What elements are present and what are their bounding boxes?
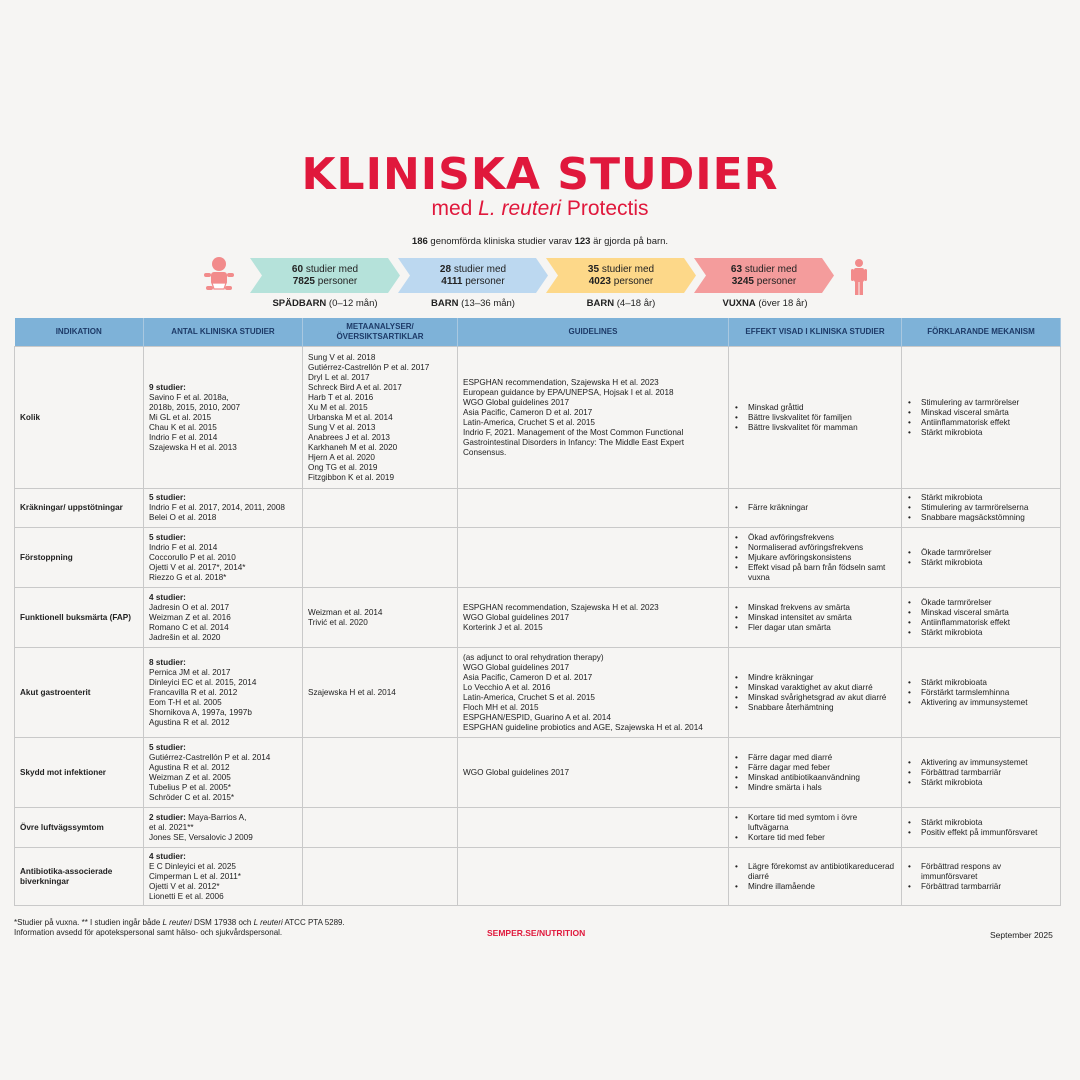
- meta-analyses-cell: [303, 848, 458, 906]
- meta-ref: Karkhaneh M et al. 2020: [308, 442, 398, 452]
- effect-item: • Kortare tid med symtom i övre luftvägarna: [748, 813, 896, 833]
- baby-icon: [202, 256, 236, 296]
- timeline-segment-toddlers: [398, 258, 548, 293]
- meta-analyses-cell: [303, 588, 458, 648]
- mechanism-item: • Stärkt mikrobiota: [921, 493, 1055, 503]
- mechanism-item: • Förbättrad tarmbarriär: [921, 768, 1055, 778]
- meta-ref: Weizman et al. 2014: [308, 607, 383, 617]
- guideline-ref: WGO Global guidelines 2017: [463, 767, 570, 777]
- effect-item: • Normaliserad avföringsfrekvens: [748, 543, 896, 553]
- guideline-ref: Korterink J et al. 2015: [463, 622, 543, 632]
- meta-ref: Trivić et al. 2020: [308, 617, 368, 627]
- age-group: BARN: [586, 298, 615, 309]
- meta-analyses-cell: [303, 528, 458, 588]
- mechanism-cell: [902, 808, 1061, 848]
- summary-line: [0, 236, 1080, 247]
- guideline-ref: ESPGHAN/ESPID, Guarino A et al. 2014: [463, 712, 611, 722]
- segment-persons-count: 4111: [441, 275, 463, 287]
- study-ref: Jadrešin et al. 2020: [149, 632, 221, 642]
- study-ref: Lionetti E et al. 2006: [149, 891, 224, 901]
- study-ref: Indrio F et al. 2017, 2014, 2011, 2008: [149, 503, 285, 512]
- studies-count: 4 studier:: [149, 851, 186, 861]
- age-label-infants: [250, 298, 400, 309]
- meta-ref: Harb T et al. 2016: [308, 392, 374, 402]
- study-ref: Francavilla R et al. 2012: [149, 687, 238, 697]
- studies-cell: [144, 808, 303, 848]
- meta-ref: Schreck Bird A et al. 2017: [308, 382, 402, 392]
- guideline-ref: Latin-America, Cruchet S et al. 2015: [463, 692, 595, 702]
- indication-cell: Antibiotika-associerade biverkningar: [15, 848, 144, 906]
- effect-item: • Mjukare avföringskonsistens: [748, 553, 896, 563]
- mechanism-item: • Minskad visceral smärta: [921, 608, 1055, 618]
- guideline-ref: ESPGHAN recommendation, Szajewska H et al. 2023: [463, 377, 659, 387]
- studies-count: 5 studier:: [149, 742, 186, 752]
- effect-item: • Färre dagar med diarré: [748, 753, 896, 763]
- mechanism-cell: [902, 347, 1061, 489]
- studies-count: 2 studier:: [149, 812, 186, 822]
- study-ref: Weizman Z et al. 2005: [149, 772, 231, 782]
- effects-cell: [729, 347, 902, 489]
- mechanism-item: • Stärkt mikrobioata: [921, 678, 1055, 688]
- study-ref: Ojetti V et al. 2012*: [149, 881, 220, 891]
- study-ref: Indrio F et al. 2014: [149, 542, 218, 552]
- study-ref: et al. 2021**: [149, 822, 194, 832]
- study-ref: Schröder C et al. 2015*: [149, 792, 235, 802]
- table-row: [15, 848, 1061, 906]
- age-label-toddlers: [398, 298, 548, 309]
- subtitle-suffix: Protectis: [561, 197, 649, 220]
- timeline-segment-adults: [694, 258, 834, 293]
- meta-ref: Hjern A et al. 2020: [308, 452, 375, 462]
- age-label-adults: [690, 298, 840, 309]
- mechanism-item: • Stimulering av tarmrörelserna: [921, 503, 1055, 513]
- effect-item: • Minskad svårighetsgrad av akut diarré: [748, 693, 896, 703]
- guidelines-cell: [458, 738, 729, 808]
- guideline-ref: Indrio F, 2021. Management of the Most Common Functional: [463, 427, 684, 437]
- study-ref: Agustina R et al. 2012: [149, 717, 230, 727]
- effect-item: • Effekt visad på barn från födseln samt vuxna: [748, 563, 896, 583]
- study-ref: Dinleyici EC et al. 2015, 2014: [149, 677, 257, 687]
- age-group: BARN: [431, 298, 459, 309]
- segment-persons-label: personer: [315, 275, 358, 287]
- column-header-guidelines: GUIDELINES: [458, 318, 729, 347]
- meta-analyses-cell: [303, 347, 458, 489]
- table-row: [15, 648, 1061, 738]
- age-timeline: [200, 256, 880, 320]
- studies-cell: [144, 489, 303, 528]
- study-ref: Weizman Z et al. 2016: [149, 612, 231, 622]
- study-ref: Belei O et al. 2018: [149, 513, 217, 522]
- mechanism-item: • Ökade tarmrörelser: [921, 598, 1055, 608]
- studies-cell: [144, 588, 303, 648]
- subtitle-prefix: med: [431, 197, 479, 220]
- clinical-studies-table: [14, 318, 1061, 906]
- mechanism-cell: [902, 848, 1061, 906]
- study-ref: Mi GL et al. 2015: [149, 412, 212, 422]
- meta-analyses-cell: [303, 738, 458, 808]
- age-label-children: [546, 298, 696, 309]
- footnote-species: L reuteri: [253, 918, 283, 927]
- segment-persons-label: personer: [611, 275, 654, 287]
- studies-count: 9 studier:: [149, 382, 186, 392]
- study-ref: Chau K et al. 2015: [149, 422, 217, 432]
- segment-persons-count: 7825: [292, 275, 315, 287]
- column-header-studies: ANTAL KLINISKA STUDIER: [144, 318, 303, 347]
- mechanism-item: • Stärkt mikrobiota: [921, 778, 1055, 788]
- effects-cell: [729, 648, 902, 738]
- mechanism-item: • Förbättrad respons av immunförsvaret: [921, 862, 1055, 882]
- effect-item: • Minskad varaktighet av akut diarré: [748, 683, 896, 693]
- effects-cell: [729, 489, 902, 528]
- meta-ref: Urbanska M et al. 2014: [308, 412, 393, 422]
- effects-cell: [729, 588, 902, 648]
- segment-persons-label: personer: [462, 275, 505, 287]
- guidelines-cell: [458, 808, 729, 848]
- mechanism-item: • Antiinflammatorisk effekt: [921, 618, 1055, 628]
- segment-persons-count: 4023: [588, 275, 611, 287]
- guideline-ref: European guidance by EPA/UNEPSA, Hojsak I et al. 2018: [463, 387, 674, 397]
- mechanism-item: • Stärkt mikrobiota: [921, 818, 1055, 828]
- effect-item: • Kortare tid med feber: [748, 833, 896, 843]
- footnotes: [14, 918, 345, 938]
- meta-ref: Gutiérrez-Castrellón P et al. 2017: [308, 362, 430, 372]
- mechanism-item: • Stärkt mikrobiota: [921, 428, 1055, 438]
- meta-ref: Dryl L et al. 2017: [308, 372, 370, 382]
- study-ref: Agustina R et al. 2012: [149, 762, 230, 772]
- mechanism-item: • Stimulering av tarmrörelser: [921, 398, 1055, 408]
- summary-text: genomförda kliniska studier varav: [427, 236, 575, 247]
- guidelines-cell: [458, 588, 729, 648]
- effect-item: • Minskad gråttid: [748, 403, 896, 413]
- effect-item: • Minskad intensitet av smärta: [748, 613, 896, 623]
- guideline-ref: WGO Global guidelines 2017: [463, 397, 570, 407]
- study-ref: Gutiérrez-Castrellón P et al. 2014: [149, 752, 271, 762]
- study-ref: Cimperman L et al. 2011*: [149, 871, 241, 881]
- segment-studies-count: 35: [587, 263, 600, 275]
- mechanism-cell: [902, 738, 1061, 808]
- mechanism-item: • Minskad visceral smärta: [921, 408, 1055, 418]
- mechanism-item: • Antiinflammatorisk effekt: [921, 418, 1055, 428]
- indication-cell: Skydd mot infektioner: [15, 738, 144, 808]
- guidelines-cell: [458, 347, 729, 489]
- table-row: [15, 808, 1061, 848]
- effect-item: • Mindre smärta i hals: [748, 783, 896, 793]
- publication-date: September 2025: [990, 930, 1053, 940]
- guideline-ref: Consensus.: [463, 447, 507, 457]
- website-link[interactable]: SEMPER.SE/NUTRITION: [487, 928, 586, 938]
- mechanism-item: • Aktivering av immunsystemet: [921, 698, 1055, 708]
- age-range: (0–12 mån): [326, 298, 378, 309]
- meta-ref: Xu M et al. 2015: [308, 402, 368, 412]
- mechanism-cell: [902, 648, 1061, 738]
- indication-cell: Akut gastroenterit: [15, 648, 144, 738]
- column-header-effects: EFFEKT VISAD I KLINISKA STUDIER: [729, 318, 902, 347]
- timeline-segment-infants: [250, 258, 400, 293]
- footnote-text: *Studier på vuxna. ** I studien ingår både: [14, 918, 163, 927]
- effect-item: • Snabbare återhämtning: [748, 703, 896, 713]
- age-group: VUXNA: [722, 298, 756, 309]
- audience-note: Information avsedd för apotekspersonal samt hälso- och sjukvårdspersonal.: [14, 928, 283, 937]
- guideline-ref: ESPGHAN guideline probiotics and AGE, Szajewska H et al. 2014: [463, 722, 703, 732]
- studies-count: 5 studier:: [149, 532, 186, 542]
- page-subtitle: [0, 197, 1080, 221]
- study-ref: E C Dinleyici et al. 2025: [149, 861, 236, 871]
- studies-count: 8 studier:: [149, 657, 186, 667]
- segment-studies-label: studier med: [303, 263, 359, 275]
- meta-ref: Anabrees J et al. 2013: [308, 432, 390, 442]
- studies-cell: [144, 848, 303, 906]
- effect-item: • Minskad antibiotikaanvändning: [748, 773, 896, 783]
- summary-children: 123: [574, 236, 591, 247]
- study-ref: Eom T-H et al. 2005: [149, 697, 222, 707]
- study-ref: Ojetti V et al. 2017*, 2014*: [149, 562, 246, 572]
- studies-cell: [144, 347, 303, 489]
- footnote-species: L reuteri: [162, 918, 192, 927]
- study-ref: Shornikova A, 1997a, 1997b: [149, 707, 252, 717]
- effect-item: • Ökad avföringsfrekvens: [748, 533, 896, 543]
- adult-person-icon: [850, 258, 868, 296]
- age-range: (13–36 mån): [458, 298, 515, 309]
- guidelines-cell: [458, 648, 729, 738]
- guidelines-cell: [458, 489, 729, 528]
- segment-studies-count: 63: [730, 263, 743, 275]
- guideline-ref: WGO Global guidelines 2017: [463, 612, 570, 622]
- guideline-ref: ESPGHAN recommendation, Szajewska H et al. 2023: [463, 602, 659, 612]
- mechanism-item: • Förbättrad tarmbarriär: [921, 882, 1055, 892]
- indication-cell: Funktionell buksmärta (FAP): [15, 588, 144, 648]
- meta-analyses-cell: [303, 489, 458, 528]
- study-ref: Maya-Barrios A,: [185, 812, 247, 822]
- studies-cell: [144, 528, 303, 588]
- column-header-indication: INDIKATION: [15, 318, 144, 347]
- segment-studies-label: studier med: [599, 263, 655, 275]
- study-ref: Indrio F et al. 2014: [149, 432, 218, 442]
- study-ref: Pernica JM et al. 2017: [149, 667, 231, 677]
- table-header-row: [15, 318, 1061, 347]
- table-row: [15, 528, 1061, 588]
- indication-cell: Övre luftvägssymtom: [15, 808, 144, 848]
- mechanism-item: • Stärkt mikrobiota: [921, 628, 1055, 638]
- guideline-ref: Latin-America, Cruchet S et al. 2015: [463, 417, 595, 427]
- age-range: (över 18 år): [755, 298, 808, 309]
- effects-cell: [729, 848, 902, 906]
- subtitle-species: L. reuteri: [478, 197, 562, 220]
- segment-persons-count: 3245: [731, 275, 754, 287]
- segment-studies-count: 28: [439, 263, 452, 275]
- effect-item: • Lägre förekomst av antibiotikareducerad diarré: [748, 862, 896, 882]
- effect-item: • Minskad frekvens av smärta: [748, 603, 896, 613]
- mechanism-cell: [902, 528, 1061, 588]
- studies-count: 5 studier:: [149, 493, 186, 502]
- age-group: SPÄDBARN: [272, 298, 327, 309]
- study-ref: Riezzo G et al. 2018*: [149, 572, 227, 582]
- page-title: KLINISKA STUDIER: [301, 149, 779, 200]
- column-header-meta: METAANALYSER/ ÖVERSIKTSARTIKLAR: [303, 318, 458, 347]
- footnote-text: ATCC PTA 5289.: [282, 918, 345, 927]
- study-ref: Coccorullo P et al. 2010: [149, 552, 236, 562]
- study-ref: Jones SE, Versalovic J 2009: [149, 832, 253, 842]
- effect-item: • Bättre livskvalitet för familjen: [748, 413, 896, 423]
- guidelines-cell: [458, 848, 729, 906]
- guideline-ref: (as adjunct to oral rehydration therapy): [463, 652, 604, 662]
- meta-analyses-cell: [303, 648, 458, 738]
- mechanism-item: • Positiv effekt på immunförsvaret: [921, 828, 1055, 838]
- meta-analyses-cell: [303, 808, 458, 848]
- age-range: (4–18 år): [614, 298, 656, 309]
- studies-cell: [144, 648, 303, 738]
- mechanism-cell: [902, 489, 1061, 528]
- table-row: [15, 347, 1061, 489]
- meta-ref: Fitzgibbon K et al. 2019: [308, 472, 395, 482]
- guidelines-cell: [458, 528, 729, 588]
- effect-item: • Fler dagar utan smärta: [748, 623, 896, 633]
- study-ref: Savino F et al. 2018a,: [149, 392, 229, 402]
- effect-item: • Mindre illamående: [748, 882, 896, 892]
- effects-cell: [729, 528, 902, 588]
- segment-studies-label: studier med: [451, 263, 507, 275]
- summary-end: är gjorda på barn.: [590, 236, 669, 247]
- mechanism-item: • Snabbare magsäckstömning: [921, 513, 1055, 523]
- meta-ref: Ong TG et al. 2019: [308, 462, 378, 472]
- effect-item: • Mindre kräkningar: [748, 673, 896, 683]
- effect-item: • Bättre livskvalitet för mamman: [748, 423, 896, 433]
- table-row: [15, 489, 1061, 528]
- guideline-ref: Asia Pacific, Cameron D et al. 2017: [463, 407, 593, 417]
- effect-item: • Färre kräkningar: [748, 503, 896, 513]
- indication-cell: Kolik: [15, 347, 144, 489]
- study-ref: 2018b, 2015, 2010, 2007: [149, 402, 241, 412]
- mechanism-cell: [902, 588, 1061, 648]
- study-ref: Szajewska H et al. 2013: [149, 442, 237, 452]
- studies-count: 4 studier:: [149, 592, 186, 602]
- indication-cell: Förstoppning: [15, 528, 144, 588]
- guideline-ref: Asia Pacific, Cameron D et al. 2017: [463, 672, 593, 682]
- meta-ref: Sung V et al. 2013: [308, 422, 376, 432]
- mechanism-item: • Stärkt mikrobiota: [921, 558, 1055, 568]
- table-row: [15, 738, 1061, 808]
- meta-ref: Szajewska H et al. 2014: [308, 687, 396, 697]
- guideline-ref: Floch MH et al. 2015: [463, 702, 539, 712]
- timeline-segment-children: [546, 258, 696, 293]
- study-ref: Tubelius P et al. 2005*: [149, 782, 231, 792]
- study-ref: Romano C et al. 2014: [149, 622, 229, 632]
- segment-studies-label: studier med: [742, 263, 798, 275]
- table-row: [15, 588, 1061, 648]
- effects-cell: [729, 808, 902, 848]
- column-header-mechanism: FÖRKLARANDE MEKANISM: [902, 318, 1061, 347]
- guideline-ref: Gastrointestinal Disorders in Infancy: The Middle East Expert: [463, 437, 685, 447]
- footnote-text: DSM 17938 och: [191, 918, 254, 927]
- indication-cell: Kräkningar/ uppstötningar: [15, 489, 144, 528]
- effect-item: • Färre dagar med feber: [748, 763, 896, 773]
- mechanism-item: • Aktivering av immunsystemet: [921, 758, 1055, 768]
- guideline-ref: WGO Global guidelines 2017: [463, 662, 570, 672]
- mechanism-item: • Förstärkt tarmslemhinna: [921, 688, 1055, 698]
- guideline-ref: Lo Vecchio A et al. 2016: [463, 682, 551, 692]
- summary-total: 186: [411, 236, 428, 247]
- segment-studies-count: 60: [291, 263, 304, 275]
- study-ref: Jadresin O et al. 2017: [149, 602, 230, 612]
- effects-cell: [729, 738, 902, 808]
- studies-cell: [144, 738, 303, 808]
- meta-ref: Sung V et al. 2018: [308, 352, 376, 362]
- segment-persons-label: personer: [754, 275, 797, 287]
- mechanism-item: • Ökade tarmrörelser: [921, 548, 1055, 558]
